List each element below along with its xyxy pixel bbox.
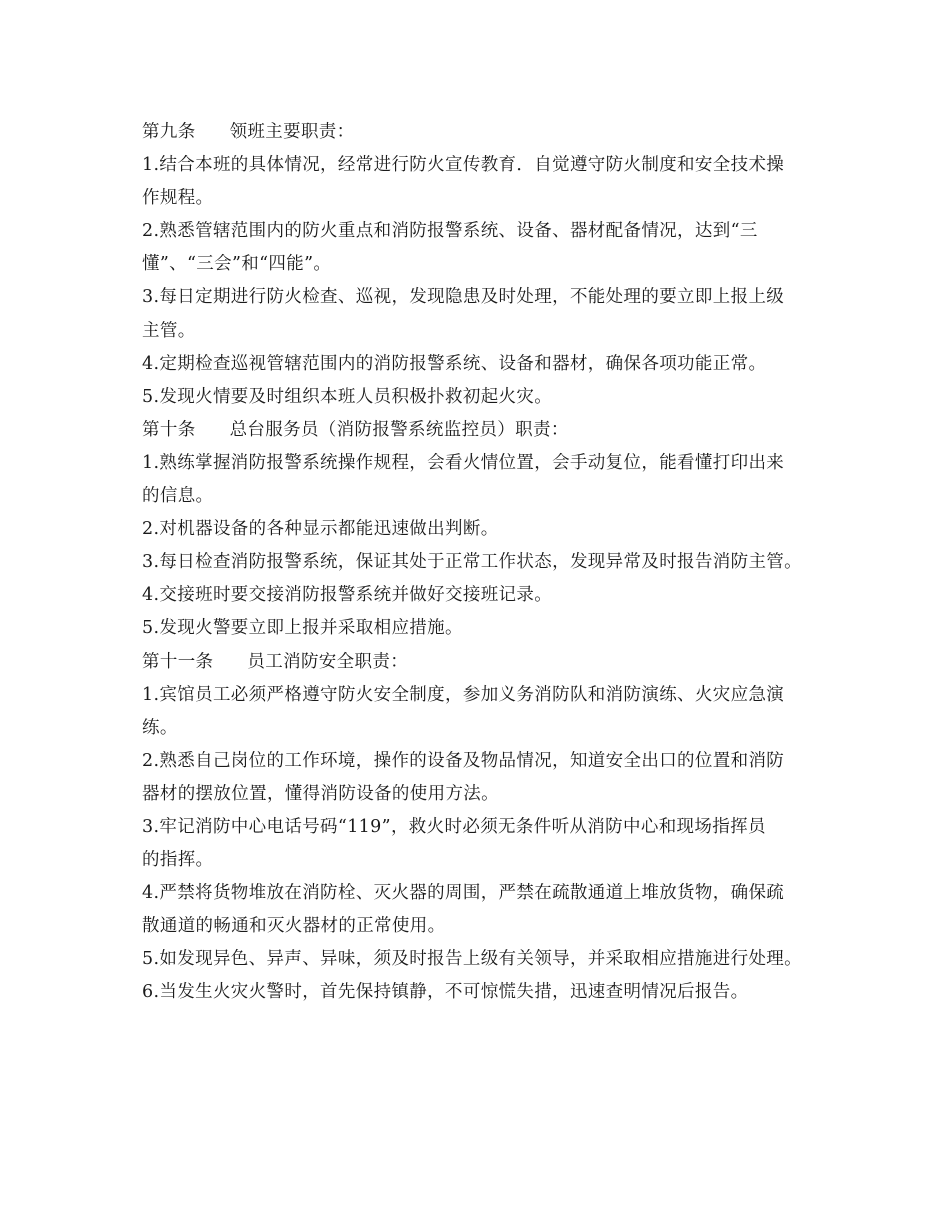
text-line: 器材的摆放位置，懂得消防设备的使用方法。 — [142, 783, 499, 804]
section-number: 第十一条 — [142, 651, 214, 672]
text-line: 练。 — [142, 717, 178, 738]
text-line: 1.熟练掌握消防报警系统操作规程，会看火情位置，会手动复位，能看懂打印出来 — [142, 452, 785, 473]
text-line: 2.熟悉自己岗位的工作环境，操作的设备及物品情况，知道安全出口的位置和消防 — [142, 750, 785, 771]
text-line: 5.发现火情要及时组织本班人员积极扑救初起火灾。 — [142, 386, 553, 407]
text-line: 1.宾馆员工必须严格遵守防火安全制度，参加义务消防队和消防演练、火灾应急演 — [142, 684, 785, 705]
section-9 — [142, 116, 832, 414]
section-10 — [142, 414, 832, 646]
text-line: 2.熟悉管辖范围内的防火重点和消防报警系统、设备、器材配备情况，达到“三 — [142, 221, 758, 242]
section-number: 第九条 — [142, 122, 196, 142]
text-line: 3.牢记消防中心电话号码“119”，救火时必须无条件听从消防中心和现场指挥员 — [142, 816, 766, 837]
text-line: 作规程。 — [142, 188, 214, 209]
text-line: 5.发现火警要立即上报并采取相应措施。 — [142, 618, 463, 639]
text-line: 4.交接班时要交接消防报警系统并做好交接班记录。 — [142, 585, 553, 606]
section-number: 第十条 — [142, 419, 196, 440]
text-line: 的信息。 — [142, 486, 214, 507]
section-title: 员工消防安全职责： — [247, 651, 409, 672]
text-line: 3.每日检查消防报警系统，保证其处于正常工作状态，发现异常及时报告消防主管。 — [142, 552, 802, 573]
text-line: 懂”、“三会”和“四能”。 — [142, 254, 332, 275]
document-body — [142, 116, 832, 1010]
text-line: 6.当发生火灾火警时，首先保持镇静，不可惊慌失措，迅速查明情况后报告。 — [142, 982, 749, 1003]
section-heading — [142, 116, 832, 149]
section-heading — [142, 414, 832, 447]
section-heading — [142, 646, 832, 679]
text-line: 的指挥。 — [142, 850, 214, 871]
text-line: 5.如发现异色、异声、异味，须及时报告上级有关领导，并采取相应措施进行处理。 — [142, 949, 802, 970]
text-line: 主管。 — [142, 320, 196, 341]
text-line: 4.定期检查巡视管辖范围内的消防报警系统、设备和器材，确保各项功能正常。 — [142, 353, 767, 374]
section-11 — [142, 646, 832, 1010]
section-title: 总台服务员（消防报警系统监控员）职责： — [229, 419, 569, 440]
text-line: 4.严禁将货物堆放在消防栓、灭火器的周围，严禁在疏散通道上堆放货物，确保疏 — [142, 883, 785, 904]
text-line: 2.对机器设备的各种显示都能迅速做出判断。 — [142, 519, 499, 540]
text-line: 3.每日定期进行防火检查、巡视，发现隐患及时处理，不能处理的要立即上报上级 — [142, 287, 785, 308]
text-line: 1.结合本班的具体情况，经常进行防火宣传教育．自觉遵守防火制度和安全技术操 — [142, 155, 785, 176]
section-title: 领班主要职责： — [229, 122, 355, 142]
text-line: 散通道的畅通和灭火器材的正常使用。 — [142, 916, 446, 937]
